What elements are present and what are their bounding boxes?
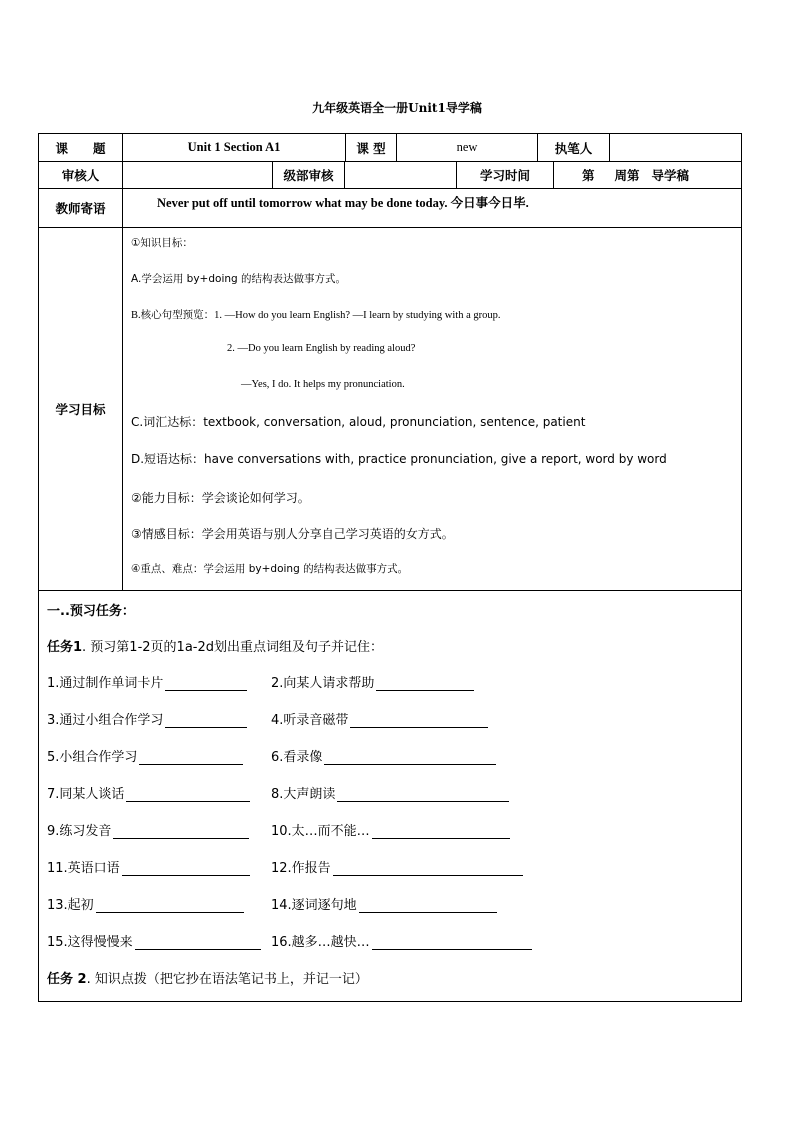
answer-blank[interactable]: [333, 863, 523, 876]
list-item: [47, 820, 249, 839]
list-item-label: 11.英语口语: [47, 861, 120, 876]
list-item-label: 5.小组合作学习: [47, 750, 138, 765]
list-item-label: 1.通过制作单词卡片: [47, 676, 164, 691]
list-item: [271, 931, 532, 950]
preview-task-heading: 一..预习任务：: [47, 604, 135, 619]
writer-value: [610, 134, 741, 161]
page-title: 九年级英语全一册Unit1导学稿: [312, 101, 482, 115]
answer-blank[interactable]: [113, 826, 249, 839]
list-item-label: 4.听录音磁带: [271, 713, 349, 728]
writer-label: 执笔人: [554, 140, 593, 156]
study-guide-table: [38, 133, 742, 1002]
lesson-type-value: new: [456, 140, 478, 154]
task-2-instruction: [47, 968, 368, 987]
study-time-value: [554, 161, 741, 188]
list-item: [47, 746, 243, 765]
answer-blank[interactable]: [372, 937, 532, 950]
teacher-message-label: 教师寄语: [55, 200, 106, 216]
list-item: [271, 894, 497, 913]
objectives-label: 学习目标: [55, 401, 106, 417]
objective-item-c: C.词汇达标：textbook, conversation, aloud, pronunciation, sentence, patient: [131, 415, 586, 429]
grade-review-value: [345, 161, 456, 188]
list-item-label: 16.越多…越快…: [271, 935, 370, 950]
week-suffix: 周第: [614, 167, 640, 183]
study-time-label: 学习时间: [479, 167, 530, 183]
objective-item-a: A.学会运用 by+doing 的结构表达做事方式。: [131, 273, 347, 285]
list-item: [271, 746, 496, 765]
ability-objective: ②能力目标：学会谈论如何学习。: [131, 491, 310, 505]
task-1-text: . 预习第1-2页的1a-2d划出重点词组及句子并记住：: [82, 640, 383, 655]
list-item: [47, 894, 244, 913]
list-item-label: 6.看录像: [271, 750, 323, 765]
list-item: [271, 820, 510, 839]
list-item-label: 14.逐词逐句地: [271, 898, 357, 913]
list-item: [47, 857, 250, 876]
list-item-label: 2.向某人请求帮助: [271, 676, 375, 691]
row-divider: [39, 590, 741, 591]
list-item-label: 7.同某人谈话: [47, 787, 125, 802]
answer-blank[interactable]: [376, 678, 474, 691]
answer-blank[interactable]: [165, 715, 247, 728]
week-prefix: 第: [582, 167, 595, 183]
lesson-type-label: 课 型: [356, 140, 386, 156]
list-item-label: 3.通过小组合作学习: [47, 713, 164, 728]
topic-label: 课 题: [55, 140, 106, 156]
answer-blank[interactable]: [135, 937, 261, 950]
task-1-instruction: [47, 636, 383, 655]
sheet-label: 导学稿: [651, 167, 690, 183]
list-item: [271, 783, 509, 802]
list-item: [47, 931, 261, 950]
answer-blank[interactable]: [337, 789, 509, 802]
knowledge-objective-title: ①知识目标：: [131, 237, 193, 249]
row-divider: [39, 227, 741, 228]
objective-item-d: D.短语达标：have conversations with, practice pronunciation, give a report, word by word: [131, 452, 667, 466]
list-item-label: 10.太…而不能…: [271, 824, 370, 839]
list-item-label: 8.大声朗读: [271, 787, 336, 802]
answer-blank[interactable]: [359, 900, 497, 913]
answer-blank[interactable]: [350, 715, 488, 728]
answer-blank[interactable]: [165, 678, 247, 691]
answer-blank[interactable]: [324, 752, 496, 765]
task-1-label: 任务1: [47, 640, 83, 655]
list-item: [47, 709, 247, 728]
column-divider: [122, 134, 123, 590]
list-item: [271, 857, 523, 876]
list-item-label: 15.这得慢慢来: [47, 935, 133, 950]
answer-blank[interactable]: [372, 826, 510, 839]
reviewer-label: 审核人: [61, 167, 100, 183]
reviewer-value: [123, 161, 272, 188]
list-item-label: 13.起初: [47, 898, 94, 913]
answer-blank[interactable]: [139, 752, 243, 765]
list-item: [271, 672, 474, 691]
teacher-message: Never put off until tomorrow what may be done today. 今日事今日毕.: [157, 196, 529, 210]
objective-item-b3: —Yes, I do. It helps my pronunciation.: [241, 379, 405, 390]
key-points: ④重点、难点：学会运用 by+doing 的结构表达做事方式。: [131, 563, 409, 575]
grade-review-label: 级部审核: [283, 167, 334, 183]
objective-item-b2: 2. —Do you learn English by reading aloud?: [227, 343, 416, 354]
answer-blank[interactable]: [122, 863, 250, 876]
topic-value: Unit 1 Section A1: [187, 140, 281, 154]
answer-blank[interactable]: [96, 900, 244, 913]
list-item: [47, 783, 250, 802]
answer-blank[interactable]: [126, 789, 250, 802]
list-item: [47, 672, 247, 691]
task-2-text: . 知识点拨（把它抄在语法笔记书上，并记一记）: [86, 972, 368, 987]
emotion-objective: ③情感目标：学会用英语与别人分享自己学习英语的女方式。: [131, 527, 454, 541]
task-2-label: 任务 2: [47, 972, 87, 987]
objective-item-b: B.核心句型预览：1. —How do you learn English? —I learn by studying with a group.: [131, 310, 501, 321]
row-divider: [39, 188, 741, 189]
list-item-label: 12.作报告: [271, 861, 331, 876]
list-item: [271, 709, 488, 728]
list-item-label: 9.练习发音: [47, 824, 112, 839]
